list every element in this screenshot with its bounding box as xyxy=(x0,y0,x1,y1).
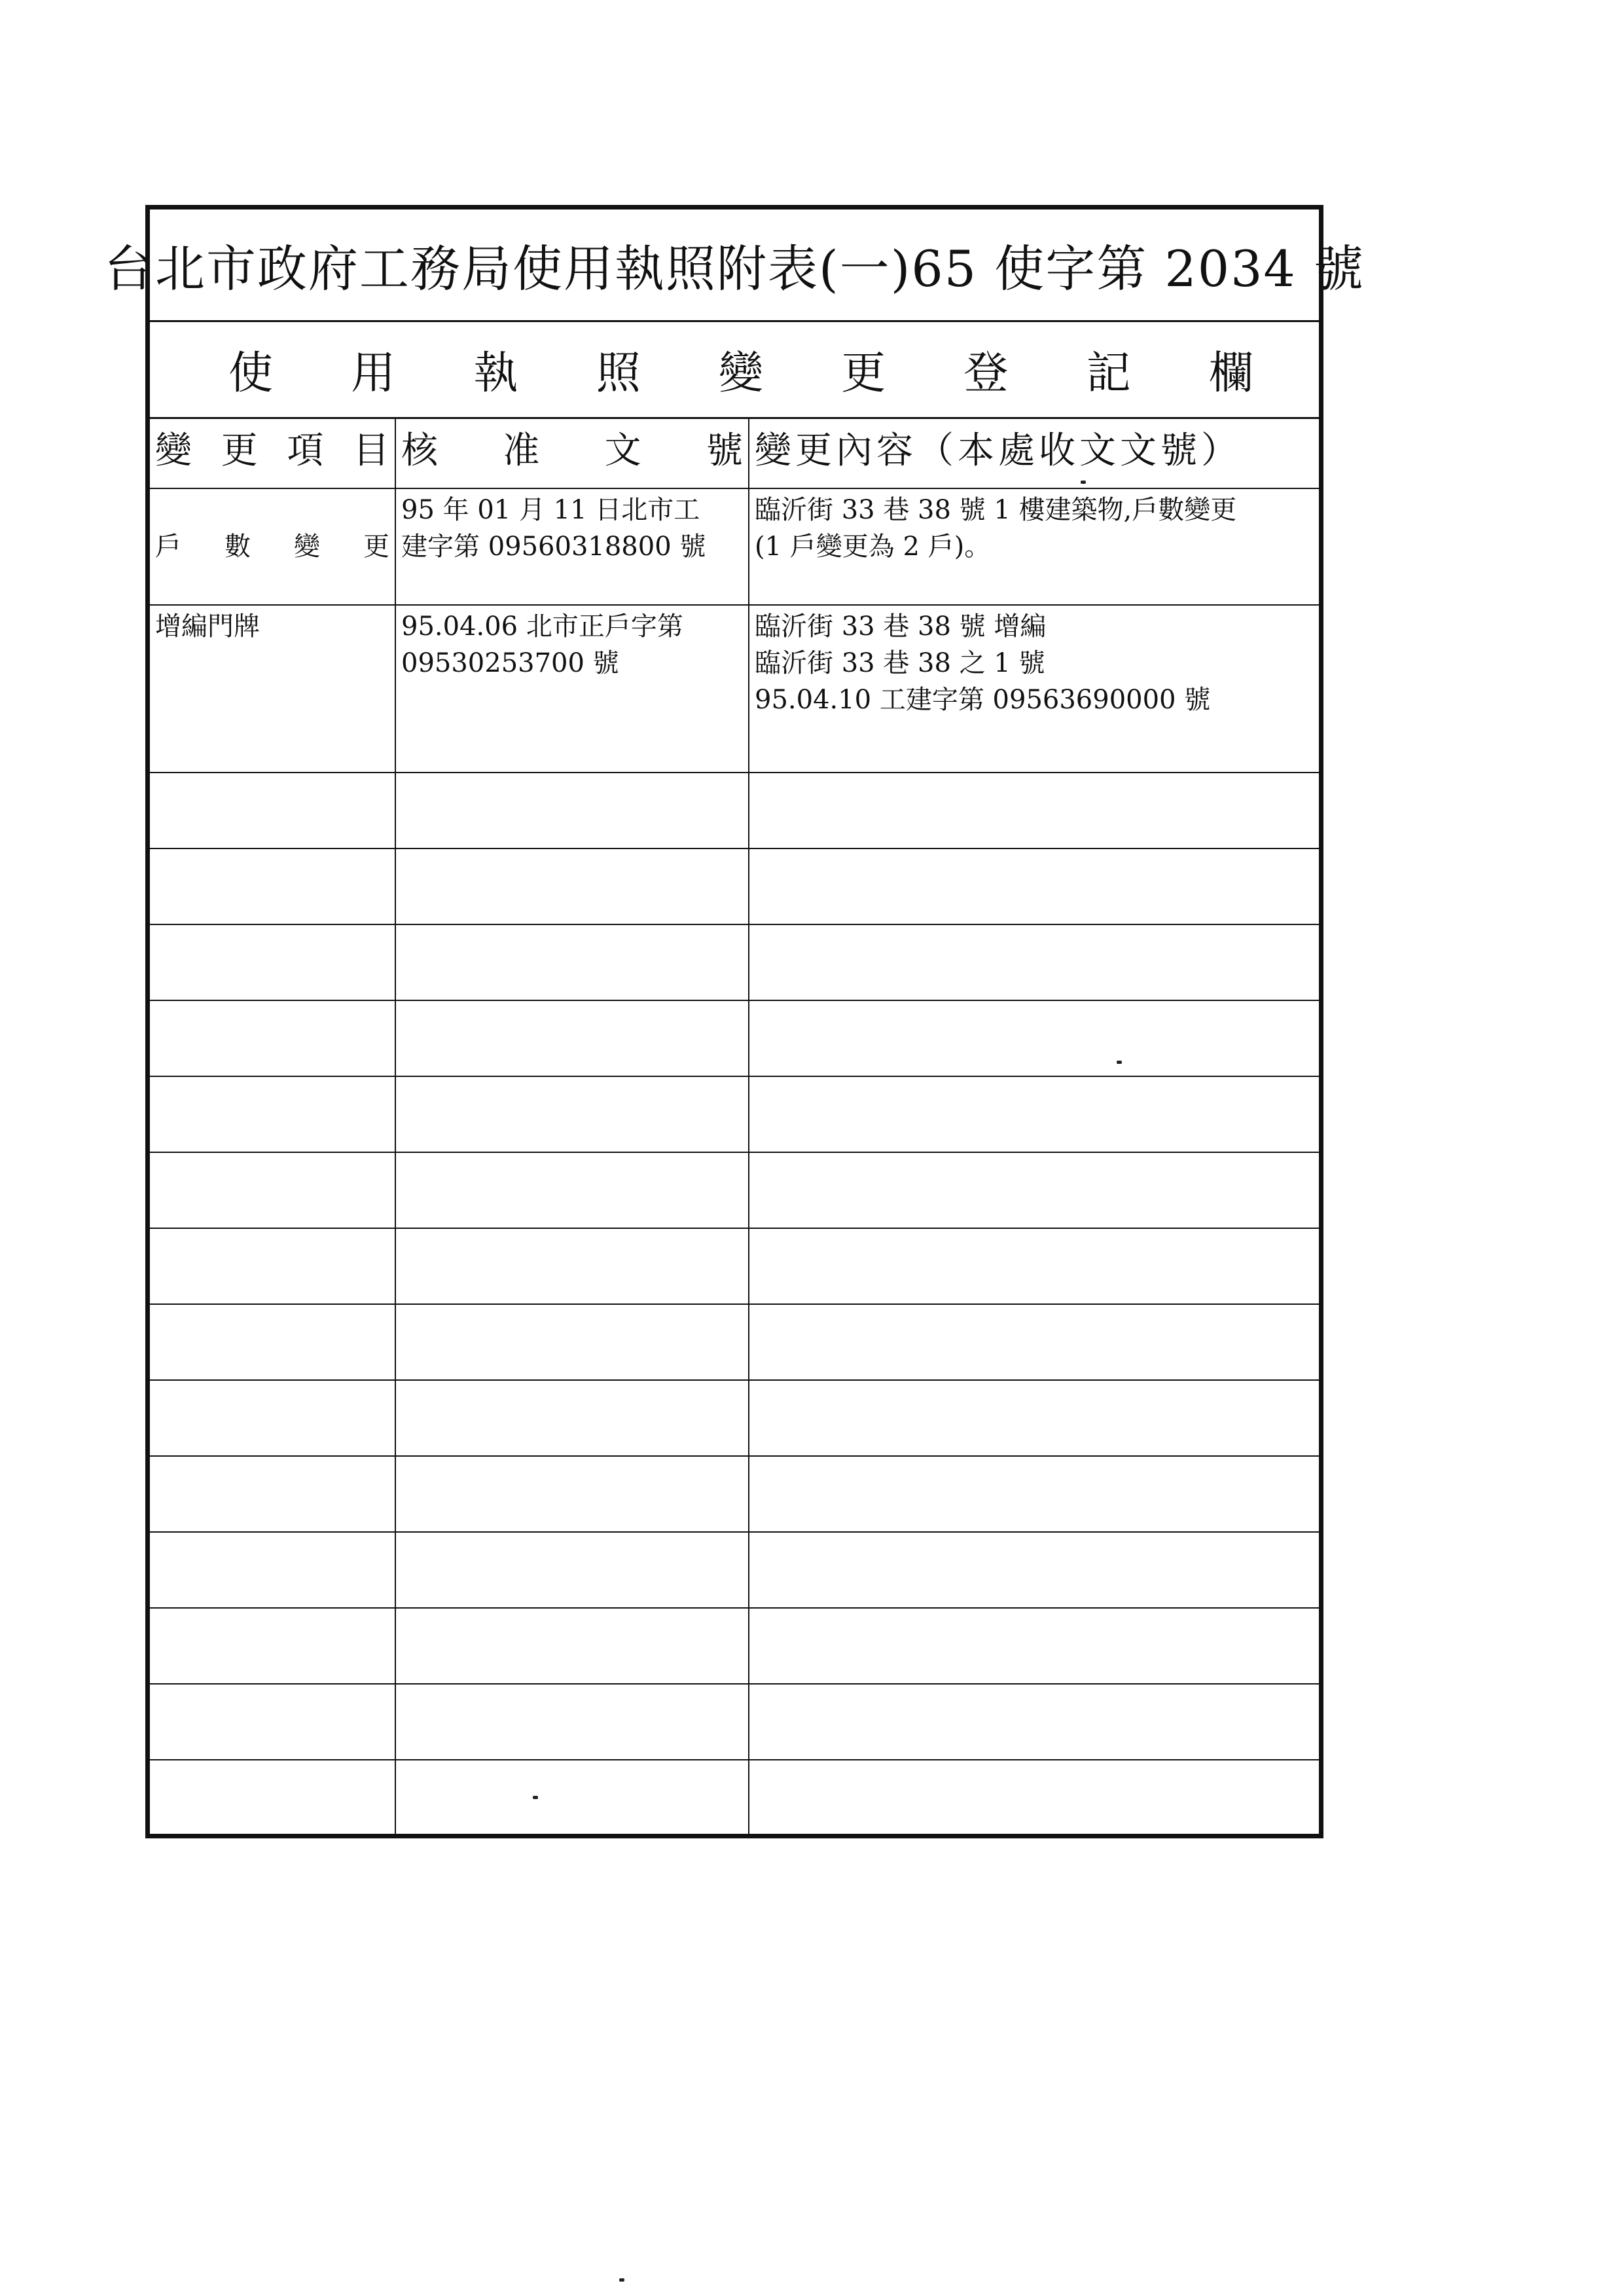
blank-cell xyxy=(150,1684,395,1760)
blank-cell xyxy=(395,924,749,1000)
blank-row xyxy=(150,1152,1319,1228)
blank-cell xyxy=(395,1380,749,1456)
blank-row xyxy=(150,773,1319,848)
column-header-item: 變 更 項 目 xyxy=(150,419,395,488)
heading-char: 執 xyxy=(473,348,518,399)
change-content-cell: 臨沂街 33 巷 38 號 1 樓建築物,戶數變更 (1 戶變更為 2 戶)。 xyxy=(749,488,1319,605)
blank-cell xyxy=(150,1304,395,1380)
blank-cell xyxy=(749,1684,1319,1760)
blank-cell xyxy=(749,1456,1319,1532)
blank-cell xyxy=(749,1000,1319,1076)
blank-cell xyxy=(150,1532,395,1608)
blank-cell xyxy=(150,1380,395,1456)
scan-speck xyxy=(533,1796,538,1799)
heading-char: 使 xyxy=(228,348,274,399)
blank-cell xyxy=(150,1000,395,1076)
change-register-table xyxy=(150,419,1319,1836)
scan-speck xyxy=(1081,481,1086,484)
blank-cell xyxy=(395,1760,749,1836)
blank-cell xyxy=(395,1228,749,1304)
blank-row xyxy=(150,1456,1319,1532)
blank-cell xyxy=(749,1076,1319,1152)
blank-cell xyxy=(749,924,1319,1000)
blank-cell xyxy=(150,1608,395,1684)
heading-char: 更 xyxy=(841,348,886,399)
blank-cell xyxy=(749,1380,1319,1456)
heading-char: 用 xyxy=(351,348,396,399)
blank-cell xyxy=(749,1152,1319,1228)
blank-row xyxy=(150,1380,1319,1456)
blank-row xyxy=(150,1076,1319,1152)
blank-cell xyxy=(150,773,395,848)
blank-cell xyxy=(150,1076,395,1152)
blank-cell xyxy=(150,1456,395,1532)
blank-cell xyxy=(395,773,749,848)
blank-cell xyxy=(749,1532,1319,1608)
blank-cell xyxy=(749,773,1319,848)
blank-cell xyxy=(150,1760,395,1836)
blank-cell xyxy=(395,848,749,924)
heading-char: 照 xyxy=(596,348,641,399)
blank-row xyxy=(150,1532,1319,1608)
blank-cell xyxy=(749,848,1319,924)
blank-cell xyxy=(749,1228,1319,1304)
heading-char: 欄 xyxy=(1208,348,1253,399)
license-attachment-sheet xyxy=(104,205,1365,1838)
blank-row xyxy=(150,1760,1319,1836)
table-row xyxy=(150,605,1319,773)
blank-row xyxy=(150,1000,1319,1076)
blank-cell xyxy=(395,1532,749,1608)
blank-row xyxy=(150,1304,1319,1380)
column-header-content: 變更內容（本處收文文號） xyxy=(749,419,1319,488)
column-header-approval: 核 准 文 號 xyxy=(395,419,749,488)
heading-char: 登 xyxy=(963,348,1009,399)
change-content-cell: 臨沂街 33 巷 38 號 增編 臨沂街 33 巷 38 之 1 號 95.04.10 工建字第 09563690000 號 xyxy=(749,605,1319,773)
blank-row xyxy=(150,1608,1319,1684)
blank-cell xyxy=(150,848,395,924)
blank-row xyxy=(150,924,1319,1000)
blank-cell xyxy=(150,1228,395,1304)
blank-cell xyxy=(395,1304,749,1380)
approval-number-cell: 95 年 01 月 11 日北市工 建字第 09560318800 號 xyxy=(395,488,749,605)
blank-cell xyxy=(749,1304,1319,1380)
blank-cell xyxy=(395,1000,749,1076)
blank-cell xyxy=(749,1760,1319,1836)
approval-number-cell: 95.04.06 北市正戶字第 09530253700 號 xyxy=(395,605,749,773)
blank-cell xyxy=(395,1684,749,1760)
table-header-row xyxy=(150,419,1319,488)
blank-cell xyxy=(749,1608,1319,1684)
blank-row xyxy=(150,1228,1319,1304)
heading-char: 變 xyxy=(718,348,763,399)
heading-char: 記 xyxy=(1086,348,1131,399)
blank-cell xyxy=(395,1456,749,1532)
table-row xyxy=(150,488,1319,605)
blank-row xyxy=(150,1684,1319,1760)
blank-cell xyxy=(150,1152,395,1228)
blank-row xyxy=(150,848,1319,924)
change-item-cell: 戶 數 變 更 xyxy=(150,488,395,605)
blank-cell xyxy=(395,1076,749,1152)
scan-speck xyxy=(1117,1061,1122,1064)
scan-speck xyxy=(619,2278,624,2282)
section-heading xyxy=(150,322,1319,419)
blank-cell xyxy=(395,1152,749,1228)
blank-cell xyxy=(395,1608,749,1684)
change-item-cell: 增編門牌 xyxy=(150,605,395,773)
document-title: 台北市政府工務局使用執照附表(一)65 使字第 2034 號 xyxy=(150,210,1319,322)
blank-cell xyxy=(150,924,395,1000)
